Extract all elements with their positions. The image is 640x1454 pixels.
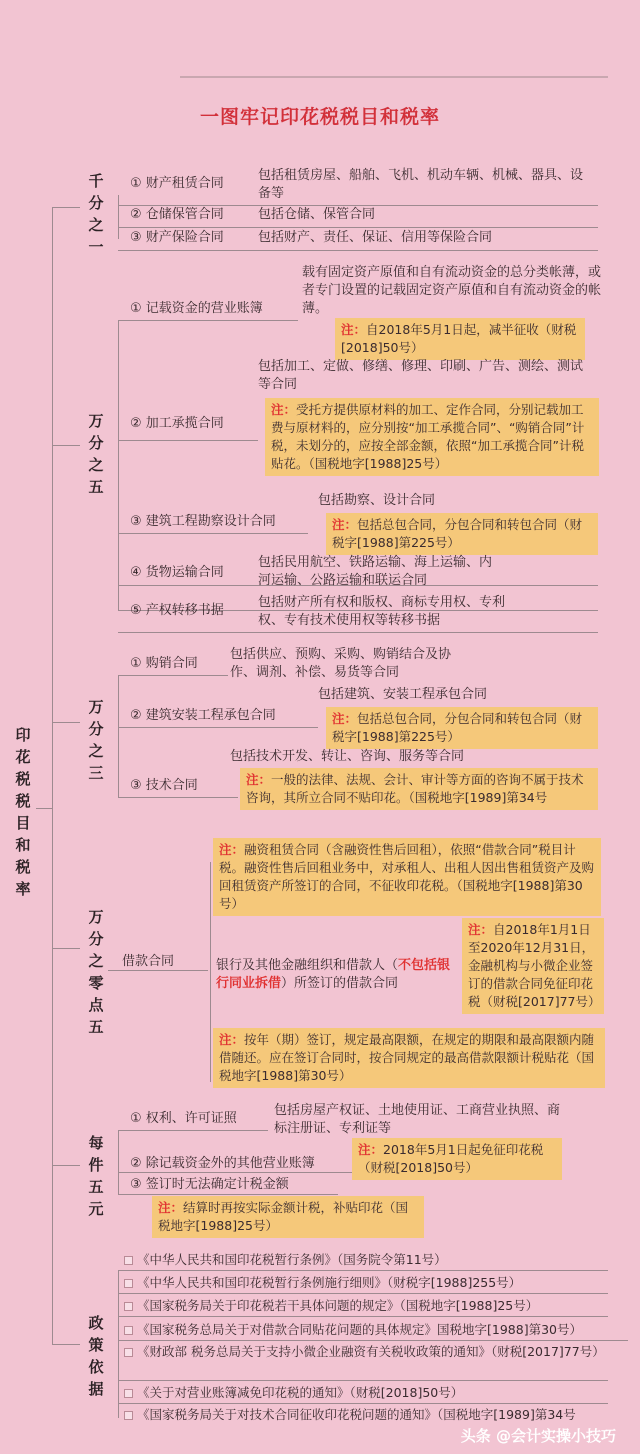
- g2-item-1: ① 记载资金的营业账簿: [130, 301, 263, 316]
- g2-item-2-note: 注：受托方提供原材料的加工、定作合同，分别记载加工费与原材料的，应分别按“加工承揽合同”、“购销合同”计税，未划分的，应按全部金额，依照“加工承揽合同”计税贴花。（国税地字[1988]25号）: [265, 398, 599, 476]
- g5-item-2-note: 注：2018年5月1日起免征印花税（财税[2018]50号）: [352, 1138, 562, 1180]
- g3-item-2: ② 建筑安装工程承包合同: [130, 708, 276, 723]
- g5-item-3-note: 注：结算时再按实际金额计税，补贴印花（国税地字[1988]25号）: [152, 1196, 424, 1238]
- g3-item-1-desc: 包括供应、预购、采购、购销结合及协作、调剂、补偿、易货等合同: [230, 647, 452, 680]
- group-6-label: 政策依据: [88, 1314, 104, 1398]
- g1-item-2: ② 仓储保管合同: [130, 207, 224, 222]
- g2-item-3-note: 注：包括总包合同，分包合同和转包合同（财税字[1988]第225号）: [326, 513, 598, 555]
- g3-item-2-desc: 包括建筑、安装工程承包合同: [318, 687, 488, 702]
- g3-item-2-note: 注：包括总包合同，分包合同和转包合同（财税字[1988]第225号）: [326, 707, 598, 749]
- g1-item-2-desc: 包括仓储、保管合同: [258, 207, 376, 222]
- group-3-label: 万分之三: [88, 698, 104, 782]
- g3-item-3: ③ 技术合同: [130, 778, 198, 793]
- g4-note-2: 注：自2018年1月1日至2020年12月31日，金融机构与小微企业签订的借款合同免征印花税（财税[2017]77号）: [462, 918, 604, 1014]
- root-connector: [36, 808, 52, 809]
- law-3: 《国家税务局关于印花税若干具体问题的规定》（国税地字[1988]25号）: [124, 1297, 538, 1315]
- group-2-label: 万分之五: [88, 412, 104, 496]
- law-7: 《国家税务局关于对技术合同征收印花税问题的通知》（国税地字[1989]第34号: [124, 1406, 620, 1424]
- g4-name: 借款合同: [122, 954, 175, 969]
- g3-item-1: ① 购销合同: [130, 656, 198, 671]
- root-trunk: [52, 207, 53, 1344]
- g2-item-5: ⑤ 产权转移书据: [130, 603, 224, 618]
- g2-item-2: ② 加工承揽合同: [130, 416, 224, 431]
- g2-item-4-desc: 包括民用航空、铁路运输、海上运输、内河运输、公路运输和联运合同: [258, 555, 493, 588]
- g5-item-1-desc: 包括房屋产权证、土地使用证、工商营业执照、商标注册证、专利证等: [274, 1103, 561, 1136]
- law-6: 《关于对营业账簿减免印花税的通知》（财税[2018]50号）: [124, 1384, 463, 1402]
- g3-item-3-note: 注：一般的法律、法规、会计、审计等方面的咨询不属于技术咨询，其所立合同不贴印花。（国税地字[1989]第34号: [240, 768, 598, 810]
- g3-item-3-desc: 包括技术开发、转让、咨询、服务等合同: [230, 749, 465, 764]
- group-5-label: 每件五元: [88, 1134, 104, 1218]
- g2-item-2-desc: 包括加工、定做、修缮、修理、印刷、广告、测绘、测试等合同: [258, 359, 584, 392]
- law-1: 《中华人民共和国印花税暂行条例》（国务院令第11号）: [124, 1251, 447, 1269]
- g4-desc: 银行及其他金融组织和借款人（不包括银行同业拆借）所签订的借款合同: [216, 958, 451, 991]
- g2-item-3: ③ 建筑工程勘察设计合同: [130, 514, 276, 529]
- watermark: 头条 @会计实操小技巧: [460, 1427, 616, 1445]
- g5-item-2: ② 除记载资金外的其他营业账簿: [130, 1156, 315, 1171]
- g1-item-3: ③ 财产保险合同: [130, 230, 224, 245]
- g5-item-3: ③ 签订时无法确定计税金额: [130, 1177, 289, 1192]
- g1-item-1: ① 财产租赁合同: [130, 176, 224, 191]
- g1-item-3-desc: 包括财产、责任、保证、信用等保险合同: [258, 230, 493, 245]
- g2-item-3-desc: 包括勘察、设计合同: [318, 493, 436, 508]
- law-5: 《财政部 税务总局关于支持小微企业融资有关税收政策的通知》（财税[2017]77号）: [124, 1343, 614, 1361]
- page-title: 一图牢记印花税税目和税率: [199, 106, 440, 128]
- g4-note-3: 注：按年（期）签订，规定最高限额，在规定的期限和最高限额内随借随还。应在签订合同时，按合同规定的最高借款限额计税贴花（国税地字[1988]第30号）: [213, 1028, 605, 1088]
- g4-note-1: 注：融资租赁合同（含融资性售后回租），依照“借款合同”税目计税。融资性售后回租业务中，对承租人、出租人因出售租赁资产及购回租赁资产所签订的合同，不征收印花税。（国税地字[1988]第30号）: [213, 838, 601, 916]
- law-2: 《中华人民共和国印花税暂行条例施行细则》（财税字[1988]255号）: [124, 1274, 521, 1292]
- group-4-label: 万分之零点五: [88, 908, 104, 1036]
- top-divider: [180, 76, 608, 78]
- g1-item-1-desc: 包括租赁房屋、船舶、飞机、机动车辆、机械、器具、设备等: [258, 168, 584, 201]
- group-1-label: 千分之一: [88, 172, 104, 256]
- g2-item-4: ④ 货物运输合同: [130, 565, 224, 580]
- root-label: 印花税税目和税率: [15, 726, 31, 898]
- g2-item-1-note: 注：自2018年5月1日起，减半征收（财税[2018]50号）: [335, 318, 585, 360]
- g2-item-5-desc: 包括财产所有权和版权、商标专用权、专利权、专有技术使用权等转移书据: [258, 595, 506, 628]
- g5-item-1: ① 权利、许可证照: [130, 1111, 237, 1126]
- law-4: 《国家税务总局关于对借款合同贴花问题的具体规定》国税地字[1988]第30号）: [124, 1321, 582, 1339]
- g2-item-1-desc: 载有固定资产原值和自有流动资金的总分类帐薄，或者专门设置的记载固定资产原值和自有流动资金的帐薄。: [302, 265, 602, 316]
